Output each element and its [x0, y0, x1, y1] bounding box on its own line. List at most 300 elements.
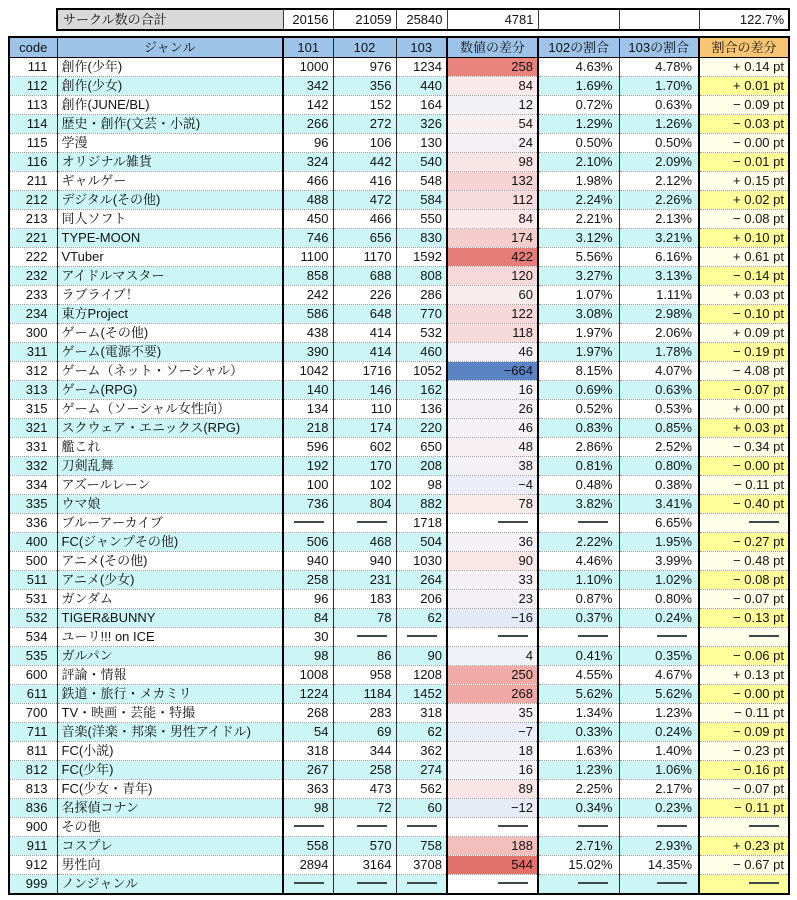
cell-v101: 450 [283, 210, 333, 229]
cell-pct102: 2.21% [538, 210, 619, 229]
cell-pct103: 3.13% [619, 267, 699, 286]
cell-pct102 [538, 818, 619, 837]
cell-v103 [396, 875, 447, 895]
cell-diff [447, 875, 538, 895]
cell-diff: 36 [447, 533, 538, 552]
cell-code: 211 [9, 172, 57, 191]
cell-ptdiff: + 0.00 pt [699, 400, 789, 419]
cell-ptdiff: + 0.61 pt [699, 248, 789, 267]
cell-code: 313 [9, 381, 57, 400]
col-header-102: 102 [333, 37, 396, 58]
table-row [9, 324, 789, 343]
cell-diff: 12 [447, 96, 538, 115]
summary-102-total: 21059 [333, 9, 396, 30]
table-row [9, 647, 789, 666]
header-row [9, 37, 789, 58]
cell-code: 112 [9, 77, 57, 96]
table-row [9, 267, 789, 286]
cell-diff: 26 [447, 400, 538, 419]
table-row [9, 153, 789, 172]
table-row [9, 761, 789, 780]
cell-v102: 1184 [333, 685, 396, 704]
empty-dash [498, 635, 528, 637]
cell-genre: ウマ娘 [57, 495, 283, 514]
empty-dash [357, 635, 387, 637]
cell-v103: 808 [396, 267, 447, 286]
cell-v102: 473 [333, 780, 396, 799]
cell-pct103: 14.35% [619, 856, 699, 875]
cell-genre: ゲーム(RPG) [57, 381, 283, 400]
cell-code: 534 [9, 628, 57, 647]
cell-genre: ノンジャンル [57, 875, 283, 895]
cell-v103: 98 [396, 476, 447, 495]
cell-genre: デジタル(その他) [57, 191, 283, 210]
cell-v101: 96 [283, 590, 333, 609]
genre-table [8, 36, 790, 895]
cell-pct102: 0.34% [538, 799, 619, 818]
cell-pct103 [619, 875, 699, 895]
cell-code: 531 [9, 590, 57, 609]
cell-v103: 1234 [396, 58, 447, 77]
cell-v101: 142 [283, 96, 333, 115]
cell-diff: 422 [447, 248, 538, 267]
cell-ptdiff: − 4.08 pt [699, 362, 789, 381]
cell-diff [447, 818, 538, 837]
empty-dash [498, 521, 528, 523]
cell-pct102 [538, 875, 619, 895]
col-header-103: 103 [396, 37, 447, 58]
cell-pct103: 0.24% [619, 609, 699, 628]
cell-pct102: 5.56% [538, 248, 619, 267]
cell-v101: 218 [283, 419, 333, 438]
cell-v101 [283, 514, 333, 533]
cell-ptdiff [699, 628, 789, 647]
cell-code: 233 [9, 286, 57, 305]
cell-genre: TIGER&BUNNY [57, 609, 283, 628]
cell-v103: 440 [396, 77, 447, 96]
cell-v101: 1224 [283, 685, 333, 704]
cell-diff [447, 514, 538, 533]
cell-diff: −664 [447, 362, 538, 381]
cell-code: 813 [9, 780, 57, 799]
cell-pct102: 2.22% [538, 533, 619, 552]
table-row [9, 818, 789, 837]
cell-genre: ゲーム（ネット・ソーシャル） [57, 362, 283, 381]
cell-genre: FC(ジャンプその他) [57, 533, 283, 552]
cell-v102: 102 [333, 476, 396, 495]
cell-v102: 414 [333, 324, 396, 343]
cell-genre: 創作(少女) [57, 77, 283, 96]
cell-v101: 2894 [283, 856, 333, 875]
table-row [9, 400, 789, 419]
cell-ptdiff: − 0.00 pt [699, 134, 789, 153]
cell-pct103: 2.06% [619, 324, 699, 343]
cell-v101: 100 [283, 476, 333, 495]
table-row [9, 799, 789, 818]
cell-v101: 54 [283, 723, 333, 742]
table-row [9, 552, 789, 571]
cell-genre: FC(少年) [57, 761, 283, 780]
cell-ptdiff: − 0.11 pt [699, 476, 789, 495]
cell-v102: 804 [333, 495, 396, 514]
cell-code: 700 [9, 704, 57, 723]
summary-pct102-empty [538, 9, 619, 30]
cell-code: 500 [9, 552, 57, 571]
cell-code: 611 [9, 685, 57, 704]
cell-genre: コスプレ [57, 837, 283, 856]
table-row [9, 856, 789, 875]
cell-ptdiff: − 0.34 pt [699, 438, 789, 457]
cell-code: 535 [9, 647, 57, 666]
cell-ptdiff: − 0.01 pt [699, 153, 789, 172]
cell-pct103: 0.23% [619, 799, 699, 818]
table-body [9, 58, 789, 895]
cell-pct103: 2.17% [619, 780, 699, 799]
cell-pct102 [538, 628, 619, 647]
cell-genre: 歴史・創作(文芸・小説) [57, 115, 283, 134]
cell-v102: 1170 [333, 248, 396, 267]
cell-v101: 746 [283, 229, 333, 248]
cell-v101: 242 [283, 286, 333, 305]
table-row [9, 362, 789, 381]
cell-code: 836 [9, 799, 57, 818]
cell-ptdiff: + 0.13 pt [699, 666, 789, 685]
cell-ptdiff: − 0.16 pt [699, 761, 789, 780]
cell-code: 335 [9, 495, 57, 514]
cell-ptdiff: − 0.00 pt [699, 457, 789, 476]
cell-pct102: 1.98% [538, 172, 619, 191]
cell-diff: 258 [447, 58, 538, 77]
cell-v101: 558 [283, 837, 333, 856]
table-row [9, 723, 789, 742]
cell-v102: 442 [333, 153, 396, 172]
empty-dash [749, 882, 779, 884]
cell-v102: 72 [333, 799, 396, 818]
cell-code: 511 [9, 571, 57, 590]
cell-v101: 506 [283, 533, 333, 552]
cell-v101: 1100 [283, 248, 333, 267]
summary-row [57, 9, 789, 30]
cell-v101: 268 [283, 704, 333, 723]
table-row [9, 476, 789, 495]
cell-diff: 23 [447, 590, 538, 609]
cell-pct103: 4.07% [619, 362, 699, 381]
cell-v101: 324 [283, 153, 333, 172]
cell-v101: 736 [283, 495, 333, 514]
cell-v103: 1452 [396, 685, 447, 704]
cell-diff: 35 [447, 704, 538, 723]
col-header-pct103: 103の割合 [619, 37, 699, 58]
cell-v103: 60 [396, 799, 447, 818]
cell-v102 [333, 514, 396, 533]
cell-pct102 [538, 514, 619, 533]
cell-code: 811 [9, 742, 57, 761]
cell-pct102: 3.08% [538, 305, 619, 324]
empty-dash [294, 521, 324, 523]
cell-v101: 342 [283, 77, 333, 96]
cell-ptdiff: − 0.11 pt [699, 704, 789, 723]
cell-pct103: 0.24% [619, 723, 699, 742]
cell-v102 [333, 875, 396, 895]
cell-genre: ゲーム(その他) [57, 324, 283, 343]
cell-v103: 164 [396, 96, 447, 115]
cell-diff: 112 [447, 191, 538, 210]
cell-v101: 586 [283, 305, 333, 324]
cell-v101: 858 [283, 267, 333, 286]
cell-genre: 名探偵コナン [57, 799, 283, 818]
cell-pct103: 1.11% [619, 286, 699, 305]
col-header-diff: 数値の差分 [447, 37, 538, 58]
cell-genre: VTuber [57, 248, 283, 267]
cell-genre: ガンダム [57, 590, 283, 609]
cell-code: 114 [9, 115, 57, 134]
cell-v103: 362 [396, 742, 447, 761]
cell-diff: 268 [447, 685, 538, 704]
cell-v103: 130 [396, 134, 447, 153]
cell-code: 311 [9, 343, 57, 362]
cell-pct102: 1.10% [538, 571, 619, 590]
cell-pct102: 1.07% [538, 286, 619, 305]
table-row [9, 571, 789, 590]
cell-pct102: 4.63% [538, 58, 619, 77]
cell-ptdiff: − 0.13 pt [699, 609, 789, 628]
cell-v102: 86 [333, 647, 396, 666]
cell-v102 [333, 818, 396, 837]
cell-diff: 544 [447, 856, 538, 875]
cell-v101: 488 [283, 191, 333, 210]
cell-pct102: 0.83% [538, 419, 619, 438]
cell-pct103: 6.65% [619, 514, 699, 533]
empty-dash [294, 825, 324, 827]
cell-pct102: 0.48% [538, 476, 619, 495]
empty-dash [357, 882, 387, 884]
cell-diff: 122 [447, 305, 538, 324]
table-row [9, 381, 789, 400]
cell-v103: 550 [396, 210, 447, 229]
cell-genre: ゲーム（ソーシャル女性向） [57, 400, 283, 419]
cell-v101: 98 [283, 647, 333, 666]
cell-pct103: 2.12% [619, 172, 699, 191]
cell-genre: 艦これ [57, 438, 283, 457]
cell-pct103: 3.21% [619, 229, 699, 248]
cell-ptdiff: − 0.08 pt [699, 210, 789, 229]
summary-diff-total: 4781 [447, 9, 538, 30]
cell-v102: 570 [333, 837, 396, 856]
cell-code: 400 [9, 533, 57, 552]
cell-ptdiff: − 0.00 pt [699, 685, 789, 704]
cell-code: 999 [9, 875, 57, 895]
cell-v102: 466 [333, 210, 396, 229]
cell-pct102: 3.82% [538, 495, 619, 514]
cell-pct102: 2.24% [538, 191, 619, 210]
cell-diff: 24 [447, 134, 538, 153]
cell-v103: 90 [396, 647, 447, 666]
cell-genre: 男性向 [57, 856, 283, 875]
cell-code: 213 [9, 210, 57, 229]
cell-v103: 460 [396, 343, 447, 362]
empty-dash [407, 635, 437, 637]
cell-v102: 146 [333, 381, 396, 400]
empty-dash [578, 521, 608, 523]
cell-v102: 356 [333, 77, 396, 96]
cell-v102: 226 [333, 286, 396, 305]
cell-v102: 283 [333, 704, 396, 723]
cell-diff: 188 [447, 837, 538, 856]
cell-pct103: 3.99% [619, 552, 699, 571]
cell-pct103: 3.41% [619, 495, 699, 514]
cell-v103: 584 [396, 191, 447, 210]
cell-v101: 266 [283, 115, 333, 134]
cell-v102: 272 [333, 115, 396, 134]
cell-pct103: 1.40% [619, 742, 699, 761]
table-row [9, 628, 789, 647]
cell-v101: 1008 [283, 666, 333, 685]
cell-code: 812 [9, 761, 57, 780]
cell-code: 532 [9, 609, 57, 628]
cell-v101: 267 [283, 761, 333, 780]
cell-ptdiff [699, 818, 789, 837]
col-header-genre: ジャンル [57, 37, 283, 58]
cell-v102: 183 [333, 590, 396, 609]
empty-dash [357, 521, 387, 523]
cell-genre: 評論・情報 [57, 666, 283, 685]
cell-diff: −7 [447, 723, 538, 742]
cell-v101: 30 [283, 628, 333, 647]
cell-v102: 472 [333, 191, 396, 210]
cell-code: 115 [9, 134, 57, 153]
table-row [9, 343, 789, 362]
cell-ptdiff [699, 514, 789, 533]
cell-genre: オリジナル雑貨 [57, 153, 283, 172]
cell-v102: 414 [333, 343, 396, 362]
cell-ptdiff: − 0.23 pt [699, 742, 789, 761]
cell-code: 900 [9, 818, 57, 837]
cell-v103: 62 [396, 723, 447, 742]
cell-v101: 466 [283, 172, 333, 191]
cell-v102: 940 [333, 552, 396, 571]
table-row [9, 134, 789, 153]
cell-diff: 98 [447, 153, 538, 172]
table-row [9, 58, 789, 77]
summary-table [56, 8, 790, 31]
table-row [9, 457, 789, 476]
cell-v102 [333, 628, 396, 647]
cell-diff: 16 [447, 381, 538, 400]
cell-v102: 1716 [333, 362, 396, 381]
col-header-101: 101 [283, 37, 333, 58]
cell-diff: 89 [447, 780, 538, 799]
cell-v102: 602 [333, 438, 396, 457]
cell-diff: 120 [447, 267, 538, 286]
cell-code: 113 [9, 96, 57, 115]
cell-pct103 [619, 818, 699, 837]
cell-pct103: 1.02% [619, 571, 699, 590]
cell-v101: 1042 [283, 362, 333, 381]
cell-pct102: 1.34% [538, 704, 619, 723]
empty-dash [749, 521, 779, 523]
cell-pct102: 4.55% [538, 666, 619, 685]
cell-v103: 504 [396, 533, 447, 552]
cell-genre: 東方Project [57, 305, 283, 324]
empty-dash [657, 882, 687, 884]
cell-diff: 18 [447, 742, 538, 761]
cell-v103: 1052 [396, 362, 447, 381]
cell-pct102: 0.72% [538, 96, 619, 115]
cell-pct103: 4.78% [619, 58, 699, 77]
cell-v103: 326 [396, 115, 447, 134]
cell-genre: アイドルマスター [57, 267, 283, 286]
cell-pct102: 4.46% [538, 552, 619, 571]
cell-code: 300 [9, 324, 57, 343]
cell-pct102: 2.71% [538, 837, 619, 856]
cell-pct103: 0.38% [619, 476, 699, 495]
cell-v102: 958 [333, 666, 396, 685]
cell-pct103: 2.13% [619, 210, 699, 229]
cell-pct102: 15.02% [538, 856, 619, 875]
cell-ptdiff: − 0.07 pt [699, 590, 789, 609]
cell-pct102: 0.41% [538, 647, 619, 666]
table-row [9, 229, 789, 248]
cell-ptdiff: − 0.40 pt [699, 495, 789, 514]
cell-pct102: 2.25% [538, 780, 619, 799]
cell-diff: 60 [447, 286, 538, 305]
empty-dash [657, 635, 687, 637]
cell-pct102: 0.69% [538, 381, 619, 400]
cell-v101: 140 [283, 381, 333, 400]
cell-v101: 98 [283, 799, 333, 818]
cell-code: 212 [9, 191, 57, 210]
cell-code: 334 [9, 476, 57, 495]
cell-v101: 84 [283, 609, 333, 628]
cell-ptdiff: − 0.03 pt [699, 115, 789, 134]
cell-pct103: 1.95% [619, 533, 699, 552]
cell-v103: 830 [396, 229, 447, 248]
table-row [9, 115, 789, 134]
cell-pct102: 0.37% [538, 609, 619, 628]
cell-code: 315 [9, 400, 57, 419]
cell-v103: 264 [396, 571, 447, 590]
empty-dash [498, 882, 528, 884]
cell-v101: 363 [283, 780, 333, 799]
cell-diff: 174 [447, 229, 538, 248]
table-row [9, 666, 789, 685]
empty-dash [578, 882, 608, 884]
cell-pct102: 8.15% [538, 362, 619, 381]
cell-v103: 562 [396, 780, 447, 799]
cell-code: 600 [9, 666, 57, 685]
cell-v103: 882 [396, 495, 447, 514]
cell-pct103: 5.62% [619, 685, 699, 704]
cell-v103: 318 [396, 704, 447, 723]
cell-pct103: 0.63% [619, 381, 699, 400]
cell-genre: アニメ(少女) [57, 571, 283, 590]
cell-v101: 192 [283, 457, 333, 476]
cell-v103: 540 [396, 153, 447, 172]
cell-v102: 106 [333, 134, 396, 153]
cell-v103: 1030 [396, 552, 447, 571]
cell-genre: 鉄道・旅行・メカミリ [57, 685, 283, 704]
table-row [9, 742, 789, 761]
cell-genre: FC(少女・青年) [57, 780, 283, 799]
table-row [9, 837, 789, 856]
table-row [9, 248, 789, 267]
cell-v102: 344 [333, 742, 396, 761]
cell-v103: 220 [396, 419, 447, 438]
empty-dash [407, 882, 437, 884]
col-header-code: code [9, 37, 57, 58]
cell-v103: 286 [396, 286, 447, 305]
col-header-ptdiff: 割合の差分 [699, 37, 789, 58]
